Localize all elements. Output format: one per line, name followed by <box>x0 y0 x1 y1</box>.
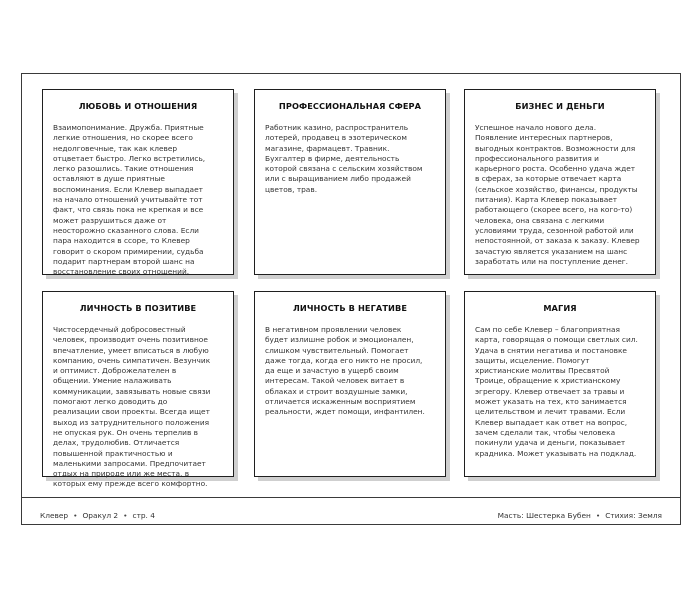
card-personality-negative <box>254 291 446 477</box>
card-text: Взаимопонимание. Дружба. Приятные легкие отношения, но скорее всего недолговечные, так как клевер отцветает быстро. Легко встретились, легко разошлись. Такие отношения оставляют в душе приятные воспоминания. Если Клевер выпадает на начало отношений учитывайте тот факт, что связь пока не крепкая и все может разрушиться даже от неосторожно сказанного слова. Если пара находится в ссоре, то Клевер говорит о скором примирении, судьба подарит партнерам второй шанс на восстановление своих отношений. <box>53 123 206 277</box>
separator-dot: • <box>123 511 128 520</box>
page-frame <box>21 73 681 525</box>
footer-card-name: Клевер <box>40 511 69 520</box>
card-love-relationships <box>42 89 234 275</box>
footer-suit: Масть: Шестерка Бубен <box>497 511 591 520</box>
footer-divider <box>22 497 680 498</box>
footer-page-number: стр. 4 <box>132 511 155 520</box>
card-text: В негативном проявлении человек будет излишне робок и эмоционален, слишком чувствительный. Помогает даже тогда, когда его никто не просил, да еще и зачастую в ущерб своим интересам. Такой человек витает в облаках и строит воздушные замки, отличается искаженным восприятием реальности, ждет помощи, инфантилен. <box>265 325 425 417</box>
card-personality-positive <box>42 291 234 489</box>
separator-dot: • <box>595 511 601 520</box>
card-professional-sphere <box>254 89 446 275</box>
card-title: МАГИЯ <box>543 303 577 313</box>
card-title: ЛИЧНОСТЬ В ПОЗИТИВЕ <box>79 303 197 313</box>
separator-dot: • <box>73 511 78 520</box>
card-title: ПРОФЕССИОНАЛЬНАЯ СФЕРА <box>278 101 422 111</box>
card-text: Работник казино, распространитель лотерей, продавец в эзотерическом магазине, фармацевт. Травник. Бухгалтер в фирме, деятельность которой связана с сельским хозяйством или с выращиванием либо продажей цветов, трав. <box>265 123 423 194</box>
card-text: Чистосердечный добросовестный человек, производит очень позитивное впечатление, умеет вписаться в любую компанию, очень симпатичен. Везунчик и оптимист. Доброжелателен в общении. Умение налаживать коммуникации, завязывать новые связи помогают легко доводить до реализации свои проекты. Всегда ищет выход из затруднительного положения не опуская рук. Он очень терпелив в делах, трудолюбив. Отличается повышенной практичностью и маленькими запросами. Предпочитает отдых на природе или же места, в которых ему прежде всего комфортно. <box>53 325 211 489</box>
card-title: ЛИЧНОСТЬ В НЕГАТИВЕ <box>292 303 408 313</box>
footer-element: Стихия: Земля <box>605 511 662 520</box>
card-business-money <box>464 89 656 275</box>
footer-deck-name: Оракул 2 <box>82 511 119 520</box>
card-text: Успешное начало нового дела. Появление интересных партнеров, выгодных контрактов. Возможности для профессионального развития и карьерного роста. Особенно удача ждет в сферах, за которые отвечает карта (сельское хозяйство, финансы, продукты питания). Карта Клевер показывает работающего (скорее всего, на кого-то) человека, она связана с легкими условиями труда, сезонной работой или непостоянной, от заказа к заказу. Клевер зачастую является указанием на шанс заработать или на поступление денег. <box>475 123 640 266</box>
footer-right <box>498 511 662 520</box>
footer-left <box>40 511 155 520</box>
card-title: ЛЮБОВЬ И ОТНОШЕНИЯ <box>78 101 198 111</box>
card-text: Сам по себе Клевер – благоприятная карта, говорящая о помощи светлых сил. Удача в снятии негатива и постановке защиты, исцеление. Помогут христианские молитвы Пресвятой Троице, обращение к христианскому эгрегору. Клевер отвечает за травы и может указать на тех, кто занимается целительством и лечит травами. Если Клевер выпадает как ответ на вопрос, зачем сделали так, чтобы человека покинули удача и деньги, показывает крадника. Может указывать на подклад. <box>475 325 638 458</box>
card-magic <box>464 291 656 477</box>
card-title: БИЗНЕС И ДЕНЬГИ <box>515 101 605 111</box>
